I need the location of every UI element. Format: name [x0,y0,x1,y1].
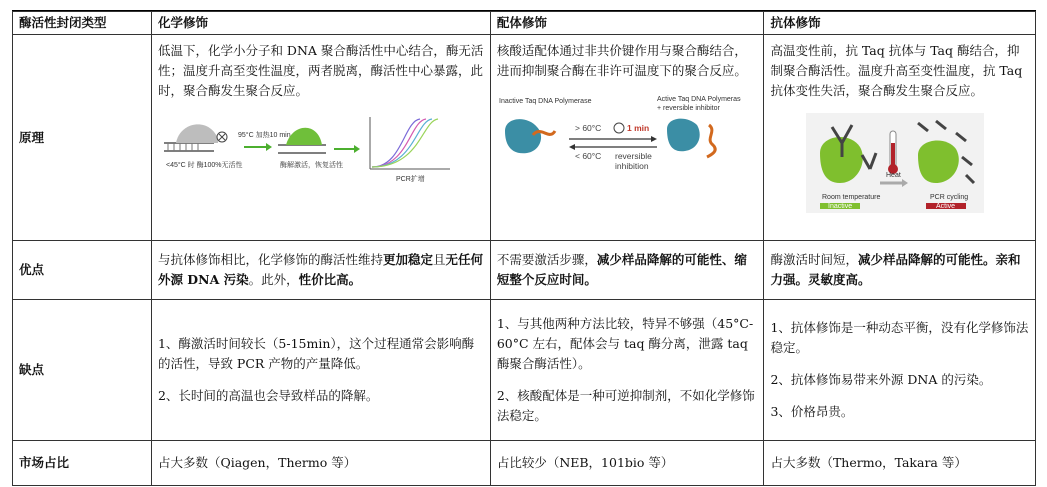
arrow-right-icon [880,179,908,187]
enzyme-active-shape [667,119,700,152]
market-chemical: 占大多数（Qiagen，Thermo 等） [151,441,490,486]
ligand-inhibitor-label: + reversible inhibitor [656,105,720,112]
arrow-right-icon [244,143,272,151]
antibody-right-caption: PCR cycling [930,194,969,201]
antibody-mid-caption: Heat [886,172,902,179]
chem-label-a: <45°C 时 酶100%无活性 [165,162,243,169]
comparison-table [12,10,1036,482]
header-antibody: 抗体修饰 [764,12,1036,35]
ligand-temp-high: > 60°C [574,123,602,133]
dis-ligand-item-1: 1、与其他两种方法比较，特异不够强（45°C-60°C 左右，配体会与 taq 酶分离，泄露 taq 酶聚合酶活性）。 [496,316,754,371]
ligand-time: 1 min [626,123,650,133]
market-ligand: 占比较少（NEB，101bio 等） [490,441,764,486]
header-ligand: 配体修饰 [490,12,764,35]
chem-label-d: PCR扩增 [395,176,425,183]
chemical-modification-figure [158,109,484,195]
adv-chem-bold-f: 性价比高。 [298,272,362,287]
enzyme-inactive-shape [176,124,218,143]
market-row [13,441,1036,486]
principle-label: 原理 [13,35,152,241]
disadvantage-chemical [151,300,490,441]
disadvantage-label: 缺点 [13,300,152,441]
advantage-antibody [764,241,1036,300]
principle-ligand-text: 核酸适配体通过非共价键作用与聚合酶结合，进而抑制聚合酶在非许可温度下的聚合反应。 [496,43,747,78]
dis-antibody-item-3: 3、价格昂贵。 [770,404,854,419]
header-chemical: 化学修饰 [151,12,490,35]
pcr-amplification-curves [370,117,450,169]
arrow-left-icon [569,144,657,150]
adv-chem-bold-d: 无任何外源 DNA 污染 [157,252,484,287]
principle-ligand [490,35,764,241]
antibody-left-caption: Room temperature [822,194,881,201]
disadvantage-antibody [764,300,1036,441]
enzyme-inactive-shape [505,119,541,153]
ligand-inactive-label: Inactive Taq DNA Polymerase [498,98,592,105]
principle-antibody [764,35,1036,241]
adv-antibody-bold-b: 减少样品降解的可能性。亲和力强。灵敏度高。 [770,252,1021,287]
ligand-temp-low: < 60°C [574,151,602,161]
advantage-label: 优点 [13,241,152,300]
chem-label-b: 95°C 加热10 min [237,132,291,139]
header-type: 酶活性封闭类型 [13,12,152,35]
disadvantage-ligand [490,300,764,441]
arrow-right-icon [569,136,657,142]
advantage-ligand [490,241,764,300]
market-label: 市场占比 [13,441,152,486]
clock-icon [614,123,624,133]
dis-chem-item-1: 1、酶激活时间较长（5-15min），这个过程通常会影响酶的活性，导致 PCR 产物的产量降低。 [157,336,475,371]
adv-ligand-bold-b: 减少样品降解的可能性、缩短整个反应时间。 [496,252,747,287]
ligand-modification-figure [497,95,758,191]
advantage-chemical [151,241,490,300]
ligand-reversible: reversible [614,151,652,161]
principle-chemical-text: 低温下，化学小分子和 DNA 聚合酶活性中心结合，酶无活性；温度升高至变性温度，两者脱离，酶活性中心暴露，此时，聚合酶发生聚合反应。 [157,43,484,98]
dna-template-icon [164,143,214,151]
dis-antibody-item-2: 2、抗体修饰易带来外源 DNA 的污染。 [770,372,992,387]
antibody-modification-figure [806,113,1029,219]
ligand-active-label: Active Taq DNA Polymerase [656,96,741,103]
adv-chem-bold-b: 更加稳定 [382,252,433,267]
adv-chem-text-c: 且 [432,252,446,267]
arrow-right-icon [334,145,360,153]
ligand-inhibition: inhibition [614,161,649,171]
adv-chem-text-a: 与抗体修饰相比，化学修饰的酶活性维持 [157,252,383,267]
principle-antibody-text: 高温变性前，抗 Taq 抗体与 Taq 酶结合，抑制聚合酶活性。温度升高至变性温度，抗 Taq 抗体变性失活，聚合酶发生聚合反应。 [770,43,1023,98]
advantage-row [13,241,1036,300]
principle-row [13,35,1036,241]
chem-label-c: 酶解激活，恢复活性 [279,162,343,169]
principle-chemical [151,35,490,241]
adv-ligand-text-a: 不需要激活步骤， [496,252,597,267]
enzyme-active-shape [918,140,959,183]
adv-antibody-text-a: 酶激活时间短， [770,252,858,267]
dis-ligand-item-2: 2、核酸配体是一种可逆抑制剂，不如化学修饰法稳定。 [496,388,755,423]
adv-chem-text-e: 。此外， [248,272,299,287]
free-aptamer-icon [707,125,715,157]
market-antibody: 占大多数（Thermo，Takara 等） [764,441,1036,486]
enzyme-active-shape [286,128,322,145]
header-row [13,12,1036,35]
dis-antibody-item-1: 1、抗体修饰是一种动态平衡，没有化学修饰法稳定。 [770,320,1029,355]
disadvantage-row [13,300,1036,441]
antibody-right-state: Active [936,203,956,210]
antibody-left-state: Inactive [828,203,853,210]
dis-chem-item-2: 2、长时间的高温也会导致样品的降解。 [157,388,379,403]
